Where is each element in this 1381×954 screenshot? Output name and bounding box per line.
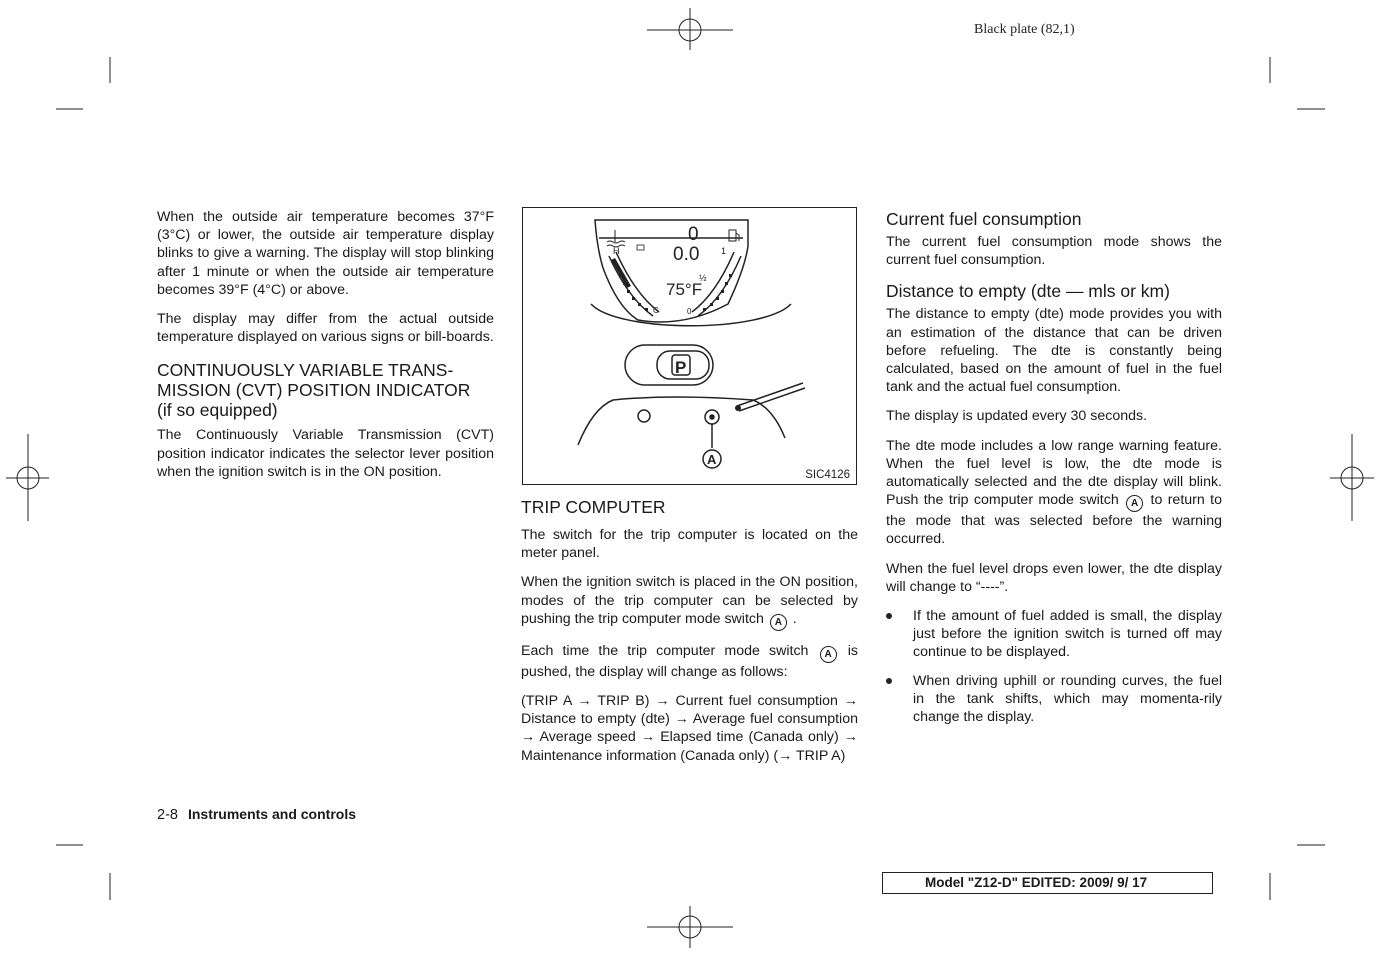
display-temp-value: 75°F — [666, 280, 703, 299]
paragraph-dte-description: The distance to empty (dte) mode provides you with an estimation of the distance that can be driven before refueling. The dte is constantly being calculated, based on the amount of fuel in the fuel tank and the actual fuel consumption. — [886, 306, 1222, 396]
paragraph-display-differ: The display may differ from the actual outside temperature displayed on various signs or bill-boards. — [157, 311, 494, 346]
callout-a-label: A — [707, 452, 717, 467]
paragraph-low-range-warning — [886, 437, 1222, 549]
paragraph-current-fuel: The current fuel consumption mode shows the current fuel consumption. — [886, 234, 1222, 269]
bullet-dot-icon — [886, 613, 892, 619]
page-footer — [157, 806, 356, 823]
paragraph-switch-location: The switch for the trip computer is located on the meter panel. — [521, 527, 858, 562]
text-span: to return to the mode that was selected before the warning occurred. — [886, 492, 1222, 548]
gauge-full-label: 1 — [721, 246, 727, 256]
text-span: is pushed, the display will change as follows: — [521, 642, 858, 680]
paragraph-mode-sequence: (TRIP A → TRIP B) → Current fuel consumption → Distance to empty (dte) → Average fuel consumption → Average speed → Elapsed time (Canada only) → Maintenance information (Canada only) (→ TRIP A) — [521, 693, 858, 764]
list-item — [886, 607, 1222, 662]
text-span: When driving uphill or rounding curves, the fuel in the tank shifts, which may momenta-rily change the display. — [913, 672, 1222, 726]
text-span: . — [792, 610, 797, 627]
column-right — [886, 208, 1222, 736]
text-span: If the amount of fuel added is small, the display just before the ignition switch is turned off may continue to be displayed. — [913, 608, 1222, 661]
page-number: 2-8 — [157, 807, 178, 823]
paragraph-mode-select — [521, 573, 858, 630]
switch-a-icon: A — [1126, 495, 1143, 512]
column-left — [157, 208, 494, 492]
fuel-pump-icon — [729, 230, 739, 241]
bullet-dot-icon — [886, 678, 892, 684]
model-edition-box: Model "Z12-D" EDITED: 2009/ 9/ 17 — [882, 872, 1213, 894]
gauge-half-label: ½ — [699, 273, 707, 283]
heading-distance-to-empty: Distance to empty (dte — mls or km) — [886, 281, 1170, 302]
heading-current-fuel: Current fuel consumption — [886, 209, 1082, 229]
heading-line: MISSION (CVT) POSITION INDICATOR — [157, 380, 471, 401]
meter-panel-figure — [522, 207, 857, 485]
paragraph-cvt-description: The Continuously Variable Transmission (CVT) position indicator indicates the selector lever position when the ignition switch is in the ON position. — [157, 427, 494, 480]
paragraph-temperature-warning: When the outside air temperature becomes 37°F (3°C) or lower, the outside air temperature display blinks to give a warning. The display will stop blinking after 1 minute or when the outside air temperature becomes 39°F (4°C) or above. — [157, 209, 494, 298]
switch-a-icon: A — [820, 646, 837, 663]
section-title: Instruments and controls — [187, 806, 356, 822]
heading-cvt-indicator — [157, 360, 494, 420]
heading-line: (if so equipped) — [157, 400, 278, 421]
switch-a-icon: A — [770, 614, 787, 631]
seatbelt-icon — [637, 245, 644, 250]
gear-indicator-value: P — [675, 358, 687, 377]
gauge-empty-label: 0 — [687, 307, 692, 316]
paragraph-update-interval: The display is updated every 30 seconds. — [886, 408, 1148, 425]
paragraph-fuel-lower: When the fuel level drops even lower, the dte display will change to “----”. — [886, 560, 1222, 595]
figure-label: SIC4126 — [805, 469, 850, 481]
gauge-h-label: H — [613, 246, 620, 256]
display-mid-value: 0.0 — [673, 244, 700, 265]
column-middle — [521, 497, 858, 776]
meter-illustration — [523, 208, 858, 486]
heading-line: CONTINUOUSLY VARIABLE TRANS- — [157, 360, 454, 381]
gauge-c-label: C — [653, 306, 659, 315]
text-span: The dte mode includes a low range warning feature. When the fuel level is low, the dte mode is automatically selected and the dte display will blink. Push the trip computer mode switch — [886, 437, 1222, 509]
display-top-value: 0 — [688, 224, 699, 245]
plate-label: Black plate (82,1) — [974, 22, 1075, 37]
paragraph-display-change — [521, 642, 858, 681]
text-span: When the ignition switch is placed in the ON position, modes of the trip computer can be selected by pushing the trip computer mode switch — [521, 574, 858, 627]
list-item — [886, 672, 1222, 727]
bullet-list — [886, 607, 1222, 726]
text-span: Each time the trip computer mode switch — [521, 642, 809, 659]
heading-trip-computer: TRIP COMPUTER — [521, 497, 666, 517]
